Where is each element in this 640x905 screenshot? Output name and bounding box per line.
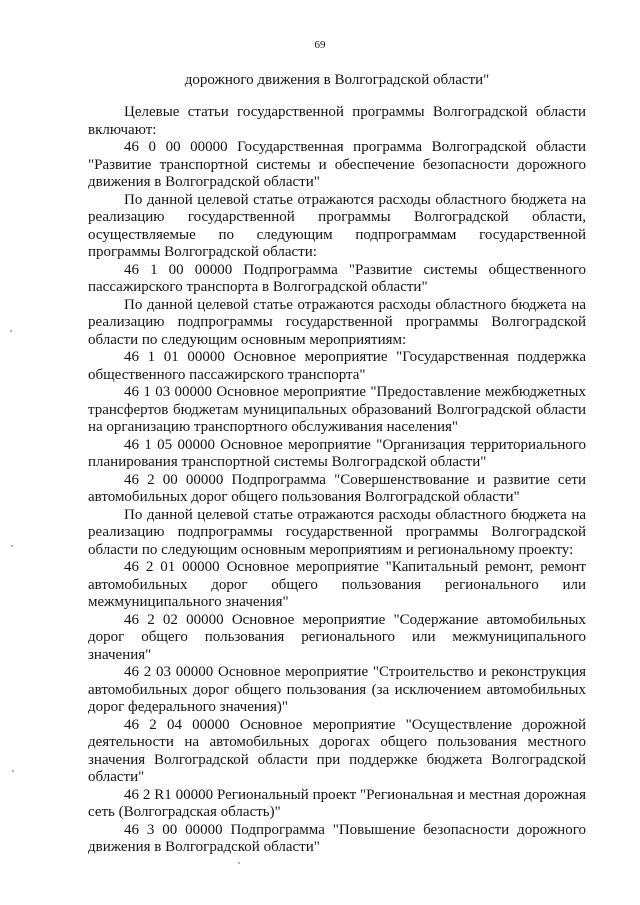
scan-speck xyxy=(238,862,240,864)
paragraph-measure-46204: 46 2 04 00000 Основное мероприятие "Осуществление дорожной деятельности на автомобильных дорогах общего пользования местного значения Волгоградской области при поддержке бюджета Волгоградской области" xyxy=(88,716,586,785)
paragraph-measure-46103: 46 1 03 00000 Основное мероприятие "Предоставление межбюджетных трансфертов бюджетам муниципальных образований Волгоградской области на организацию транспортного обслуживания населения" xyxy=(88,384,586,435)
scan-speck xyxy=(11,545,13,547)
scan-speck xyxy=(12,770,14,772)
paragraph-measure-46203: 46 2 03 00000 Основное мероприятие "Строительство и реконструкция автомобильных дорог общего пользования (за исключением автомобильных дорог федерального значения)" xyxy=(88,664,586,715)
paragraph-subprogram-462-description: По данной целевой статье отражаются расходы областного бюджета на реализацию подпрограммы государственной программы Волгоградской области по следующим основным мероприятиям и региональному проекту: xyxy=(88,506,586,558)
heading-continuation: дорожного движения в Волгоградской области" xyxy=(184,72,490,88)
document-body xyxy=(88,104,586,857)
paragraph-measure-46105: 46 1 05 00000 Основное мероприятие "Организация территориального планирования транспортной системы Волгоградской области" xyxy=(88,436,586,470)
page-number: 69 xyxy=(314,39,326,51)
paragraph-project-462r1: 46 2 R1 00000 Региональный проект "Региональная и местная дорожная сеть (Волгоградская область)" xyxy=(88,786,586,820)
paragraph-measure-46101: 46 1 01 00000 Основное мероприятие "Государственная поддержка общественного пассажирского транспорта" xyxy=(88,349,586,383)
scan-speck xyxy=(10,330,12,332)
paragraph-measure-46202: 46 2 02 00000 Основное мероприятие "Содержание автомобильных дорог общего пользования регионального или межмуниципального значения" xyxy=(88,611,586,663)
paragraph-subprogram-461: 46 1 00 00000 Подпрограмма "Развитие системы общественного пассажирского транспорта в Волгоградской области" xyxy=(88,261,586,295)
paragraph-program-460: 46 0 00 00000 Государственная программа Волгоградской области "Развитие транспортной системы и обеспечение безопасности дорожного движения в Волгоградской области" xyxy=(88,139,586,190)
paragraph-subprogram-462: 46 2 00 00000 Подпрограмма "Совершенствование и развитие сети автомобильных дорог общего пользования Волгоградской области" xyxy=(88,471,586,505)
paragraph-subprogram-463: 46 3 00 00000 Подпрограмма "Повышение безопасности дорожного движения в Волгоградской области" xyxy=(88,821,586,855)
paragraph-program-description: По данной целевой статье отражаются расходы областного бюджета на реализацию государственной программы Волгоградской области, осуществляемые по следующим подпрограммам государственной программы Волгоградской области: xyxy=(88,191,586,260)
paragraph-measure-46201: 46 2 01 00000 Основное мероприятие "Капитальный ремонт, ремонт автомобильных дорог общего пользования регионального или межмуниципального значения" xyxy=(88,559,586,610)
paragraph-subprogram-461-description: По данной целевой статье отражаются расходы областного бюджета на реализацию подпрограммы государственной программы Волгоградской области по следующим основным мероприятиям: xyxy=(88,296,586,348)
paragraph-intro: Целевые статьи государственной программы Волгоградской области включают: xyxy=(88,104,586,138)
